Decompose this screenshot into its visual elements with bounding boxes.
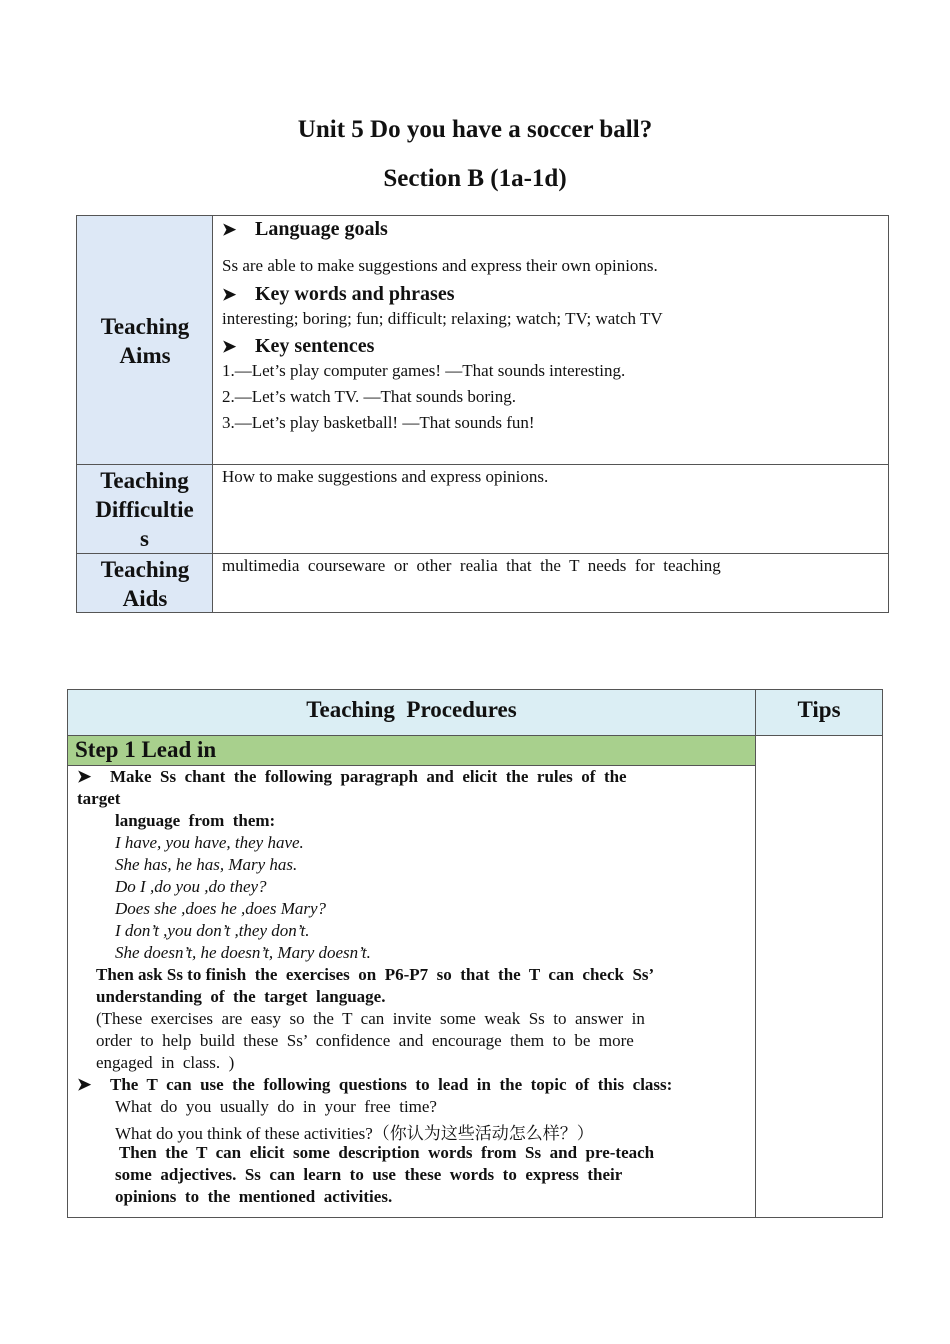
bullet2-line [77,1075,672,1095]
elicit-line: Then the T can elicit some description words from Ss and pre-teach [115,1143,655,1162]
teaching-difficulties-label [77,466,212,553]
elicit-line: opinions to the mentioned activities. [115,1187,393,1206]
note-line: engaged in class. ) [96,1053,235,1072]
tips-header: Tips [797,697,841,722]
chant-line: She doesn’t, he doesn’t, Mary doesn’t. [115,943,371,962]
key-sentences-heading [222,335,374,358]
key-words-heading [222,283,454,306]
key-sentence: 3.—Let’s play basketball! —That sounds fun! [222,413,535,432]
row-divider [76,553,889,554]
heading-text: Language goals [255,218,388,240]
language-goals-text: Ss are able to make suggestions and express their own opinions. [222,256,658,275]
step1-title: Step 1 Lead in [75,737,217,762]
arrow-bullet-icon: ➤ [222,285,237,304]
row-divider [67,765,755,766]
note-line: order to help build these Ss’ confidence and encourage them to be more [96,1031,634,1050]
key-sentence: 1.—Let’s play computer games! —That sounds interesting. [222,361,626,380]
then-ask-line: Then ask Ss to finish the exercises on P6-P7 so that the T can check Ss’ [96,965,655,984]
heading-text: Key sentences [255,335,375,357]
line-text: The T can use the following questions to lead in the topic of this class: [110,1075,673,1094]
key-words-text: interesting; boring; fun; difficult; relaxing; watch; TV; watch TV [222,309,663,328]
key-sentence: 2.—Let’s watch TV. —That sounds boring. [222,387,517,406]
label-line: Difficultie [95,497,194,522]
chant-line: I have, you have, they have. [115,833,304,852]
teaching-aims-label: Teaching Aims [100,314,190,368]
arrow-bullet-icon: ➤ [222,220,237,239]
line-text: Make Ss chant the following paragraph and elicit the rules of the [110,767,627,786]
heading-text: Key words and phrases [255,283,455,305]
note-line: (These exercises are easy so the T can invite some weak Ss to answer in [96,1009,645,1028]
question-line: What do you usually do in your free time? [115,1097,437,1116]
chant-line: I don’t ,you don’t ,they don’t. [115,921,310,940]
teaching-aids-label: Teaching Aids [100,557,190,611]
arrow-bullet-icon: ➤ [77,1075,92,1094]
chant-line: She has, he has, Mary has. [115,855,298,874]
label-line: Teaching [100,468,189,493]
column-divider [755,689,756,1218]
elicit-line: some adjectives. Ss can learn to use these words to express their [115,1165,623,1184]
arrow-bullet-icon: ➤ [222,337,237,356]
difficulties-text: How to make suggestions and express opinions. [222,467,549,486]
aids-text: multimedia courseware or other realia that the T needs for teaching [222,556,721,575]
bullet1-line [77,767,627,787]
bullet1-line: language from them: [115,811,276,830]
row-divider [67,735,883,736]
document-title: Unit 5 Do you have a soccer ball? [297,116,653,143]
arrow-bullet-icon: ➤ [77,767,92,786]
chant-line: Do I ,do you ,do they? [115,877,267,896]
procedures-header: Teaching Procedures [306,697,517,722]
row-divider [76,464,889,465]
language-goals-heading [222,218,388,241]
question-line: What do you think of these activities?（你认为这些活动怎么样？） [115,1124,594,1143]
then-ask-line: understanding of the target language. [96,987,386,1006]
chant-line: Does she ,does he ,does Mary? [115,899,327,918]
document-subtitle: Section B (1a-1d) [383,165,567,192]
bullet1-line: target [77,789,121,808]
label-line: s [140,526,149,551]
